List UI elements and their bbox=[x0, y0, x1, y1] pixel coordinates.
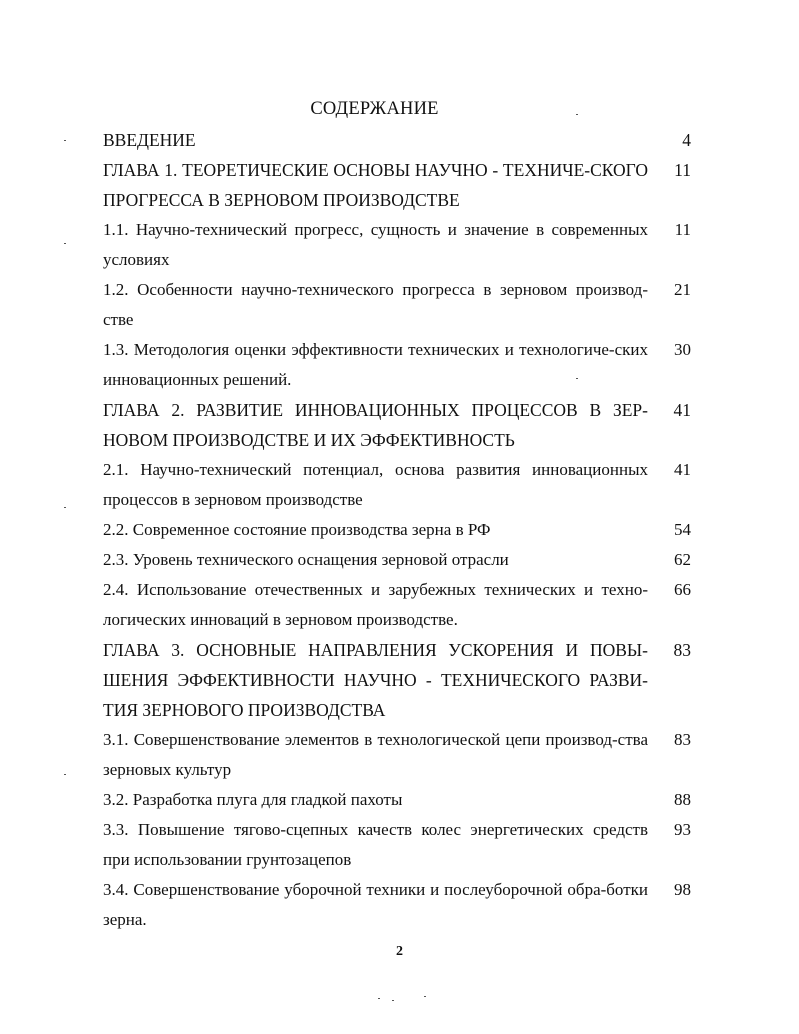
toc-entry-section-2-2[interactable] bbox=[103, 515, 703, 545]
toc-entry-section-2-3[interactable] bbox=[103, 545, 703, 575]
toc-entry-page: 62 bbox=[674, 550, 691, 569]
toc-entry-section-1-3[interactable] bbox=[103, 335, 703, 395]
toc-entry-title: ГЛАВА 2. РАЗВИТИЕ ИННОВАЦИОННЫХ ПРОЦЕССОВ В ЗЕР-НОВОМ ПРОИЗВОДСТВЕ И ИХ ЭФФЕКТИВНОСТЬ bbox=[103, 400, 648, 450]
toc-entry-section-1-1[interactable] bbox=[103, 215, 703, 275]
scan-speck bbox=[424, 996, 426, 997]
toc-entry-section-2-4[interactable] bbox=[103, 575, 703, 635]
scan-speck bbox=[392, 1000, 394, 1001]
toc-entry-chapter-3[interactable] bbox=[103, 635, 703, 725]
toc-entry-title: 1.2. Особенности научно-технического прогресса в зерновом производ-стве bbox=[103, 280, 648, 329]
toc-entry-page: 93 bbox=[674, 820, 691, 839]
toc-entry-section-1-2[interactable] bbox=[103, 275, 703, 335]
toc-entry-section-3-3[interactable] bbox=[103, 815, 703, 875]
toc-entry-title: 2.3. Уровень технического оснащения зерновой отрасли bbox=[103, 550, 509, 569]
toc-entry-page: 21 bbox=[674, 280, 691, 299]
toc-heading: СОДЕРЖАНИЕ bbox=[310, 99, 439, 119]
toc-entry-page: 41 bbox=[674, 460, 691, 479]
page-number: 2 bbox=[396, 944, 403, 959]
toc-entry-page: 88 bbox=[674, 790, 691, 809]
toc-entry-page: 83 bbox=[674, 730, 691, 749]
toc-entry-title: 2.1. Научно-технический потенциал, основа развития инновационных процессов в зерновом производстве bbox=[103, 460, 648, 509]
toc-entry-chapter-2[interactable] bbox=[103, 395, 703, 455]
toc-entry-title: 3.2. Разработка плуга для гладкой пахоты bbox=[103, 790, 403, 809]
scan-speck bbox=[576, 378, 578, 379]
toc-entry-page: 98 bbox=[674, 880, 691, 899]
toc-entry-section-2-1[interactable] bbox=[103, 455, 703, 515]
toc-entry-title: 2.2. Современное состояние производства зерна в РФ bbox=[103, 520, 491, 539]
toc-entry-title: ВВЕДЕНИЕ bbox=[103, 130, 196, 150]
scan-speck bbox=[576, 114, 578, 115]
toc-entry-page: 54 bbox=[674, 520, 691, 539]
toc-entry-title: ГЛАВА 1. ТЕОРЕТИЧЕСКИЕ ОСНОВЫ НАУЧНО - ТЕХНИЧЕ-СКОГО ПРОГРЕССА В ЗЕРНОВОМ ПРОИЗВОДСТВЕ bbox=[103, 160, 648, 210]
toc-entry-title: 3.3. Повышение тягово-сцепных качеств колес энергетических средств при использовании грунтозацепов bbox=[103, 820, 648, 869]
toc-entry-section-3-2[interactable] bbox=[103, 785, 703, 815]
scan-speck bbox=[64, 507, 66, 508]
scan-speck bbox=[64, 774, 66, 775]
toc-entry-page: 30 bbox=[674, 340, 691, 359]
scan-speck bbox=[64, 243, 66, 244]
table-of-contents bbox=[103, 125, 703, 935]
toc-entry-title: 3.4. Совершенствование уборочной техники и послеуборочной обра-ботки зерна. bbox=[103, 880, 648, 929]
toc-entry-chapter-1[interactable] bbox=[103, 155, 703, 215]
toc-entry-title: 3.1. Совершенствование элементов в технологической цепи производ-ства зерновых культур bbox=[103, 730, 648, 779]
scan-speck bbox=[378, 998, 380, 999]
toc-entry-title: 1.3. Методология оценки эффективности технических и технологиче-ских инновационных решений. bbox=[103, 340, 648, 389]
toc-entry-page: 41 bbox=[673, 400, 691, 420]
toc-entry-title: ГЛАВА 3. ОСНОВНЫЕ НАПРАВЛЕНИЯ УСКОРЕНИЯ И ПОВЫ-ШЕНИЯ ЭФФЕКТИВНОСТИ НАУЧНО - ТЕХНИЧЕСКОГО РАЗВИ-ТИЯ ЗЕРНОВОГО ПРОИЗВОДСТВА bbox=[103, 640, 648, 720]
toc-entry-title: 1.1. Научно-технический прогресс, сущность и значение в современных условиях bbox=[103, 220, 648, 269]
toc-entry-page: 4 bbox=[682, 130, 691, 150]
toc-entry-section-3-1[interactable] bbox=[103, 725, 703, 785]
toc-entry-introduction[interactable] bbox=[103, 125, 703, 155]
toc-entry-page: 83 bbox=[673, 640, 691, 660]
toc-entry-section-3-4[interactable] bbox=[103, 875, 703, 935]
toc-entry-page: 11 bbox=[674, 160, 691, 180]
toc-entry-page: 11 bbox=[674, 220, 691, 239]
toc-entry-page: 66 bbox=[674, 580, 691, 599]
scan-speck bbox=[64, 140, 66, 141]
toc-entry-title: 2.4. Использование отечественных и зарубежных технических и техно-логических инноваций в зерновом производстве. bbox=[103, 580, 648, 629]
